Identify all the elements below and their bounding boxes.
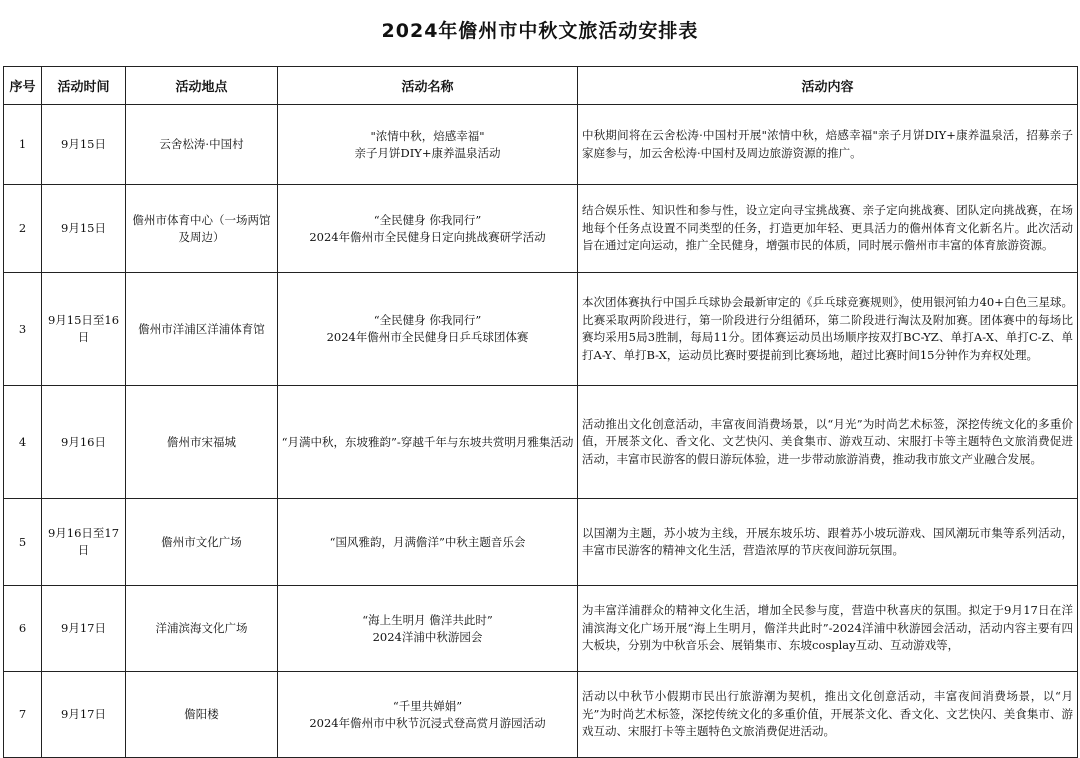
cell-content: 为丰富洋浦群众的精神文化生活，增加全民参与度，营造中秋喜庆的氛围。拟定于9月17日在洋浦滨海文化广场开展“海上生明月，儋洋共此时”-2024洋浦中秋游园会活动，活动内容主要有四大板块，分别为中秋音乐会、展销集市、东坡cosplay互动、互动游戏等， bbox=[578, 586, 1078, 672]
cell-place: 云舍松涛·中国村 bbox=[126, 105, 278, 185]
cell-time: 9月15日至16日 bbox=[42, 273, 126, 386]
document-title: 2024年儋州市中秋文旅活动安排表 bbox=[381, 20, 699, 42]
cell-time: 9月15日 bbox=[42, 185, 126, 273]
cell-time: 9月16日 bbox=[42, 386, 126, 499]
cell-activity-name bbox=[278, 273, 578, 386]
activity-name-line: “全民健身 你我同行” bbox=[373, 313, 482, 327]
table-row bbox=[4, 105, 1078, 185]
activity-name-line: “千里共婵娟” bbox=[392, 698, 463, 713]
activity-name-line: 2024洋浦中秋游园会 bbox=[372, 629, 483, 644]
cell-content: 中秋期间将在云舍松涛·中国村开展"浓情中秋，焙感幸福"亲子月饼DIY+康养温泉活，招募亲子家庭参与，加云舍松涛·中国村及周边旅游资源的推广。 bbox=[578, 105, 1078, 185]
cell-place: 洋浦滨海文化广场 bbox=[126, 586, 278, 672]
cell-time: 9月17日 bbox=[42, 586, 126, 672]
cell-place: 儋州市宋福城 bbox=[126, 386, 278, 499]
cell-content: 以国潮为主题，苏小坡为主线，开展东坡乐坊、跟着苏小坡玩游戏、国风潮玩市集等系列活动，丰富市民游客的精神文化生活，营造浓厚的节庆夜间游玩氛围。 bbox=[578, 499, 1078, 586]
cell-content: 本次团体赛执行中国乒乓球协会最新审定的《乒乓球竞赛规则》，使用银河铂力40+白色三星球。比赛采取两阶段进行，第一阶段进行分组循环，第二阶段进行淘汰及附加赛。团体赛中的每场比赛均采用5局3胜制，每局11分。团体赛运动员出场顺序按双打BC-YZ、单打A-X、单打C-Z、单打A-Y、单打B-X，运动员比赛时要提前到比赛场地，超过比赛时间15分钟作为弃权处理。 bbox=[578, 273, 1078, 386]
cell-index: 7 bbox=[4, 672, 42, 758]
cell-content: 活动以中秋节小假期市民出行旅游潮为契机，推出文化创意活动，丰富夜间消费场景，以“月光”为时尚艺术标签，深挖传统文化的多重价值，开展茶文化、香文化、文艺快闪、美食集市、游戏互动、宋服打卡等主题特色文旅消费促进活动。 bbox=[578, 672, 1078, 758]
activity-name-line: “月满中秋，东坡雅韵”-穿越千年与东坡共赏明月雅集活动 bbox=[281, 434, 574, 449]
header-name: 活动名称 bbox=[278, 67, 578, 105]
cell-activity-name bbox=[278, 105, 578, 185]
cell-time: 9月17日 bbox=[42, 672, 126, 758]
activity-name-line: “国风雅韵，月满儋洋”中秋主题音乐会 bbox=[329, 534, 526, 549]
table-row bbox=[4, 586, 1078, 672]
cell-activity-name bbox=[278, 185, 578, 273]
activity-name-line: “全民健身 你我同行” bbox=[373, 212, 482, 227]
table-row bbox=[4, 185, 1078, 273]
header-index: 序号 bbox=[4, 67, 42, 105]
header-time: 活动时间 bbox=[42, 67, 126, 105]
cell-place: 儋阳楼 bbox=[126, 672, 278, 758]
table-row bbox=[4, 499, 1078, 586]
table-row bbox=[4, 672, 1078, 758]
table-row bbox=[4, 386, 1078, 499]
cell-place: 儋州市文化广场 bbox=[126, 499, 278, 586]
activity-name-line: 亲子月饼DIY+康养温泉活动 bbox=[354, 145, 501, 160]
cell-index: 4 bbox=[4, 386, 42, 499]
cell-activity-name bbox=[278, 672, 578, 758]
cell-activity-name bbox=[278, 586, 578, 672]
cell-time: 9月16日至17日 bbox=[42, 499, 126, 586]
cell-index: 3 bbox=[4, 273, 42, 386]
table-row bbox=[4, 273, 1078, 386]
header-content: 活动内容 bbox=[578, 67, 1078, 105]
header-place: 活动地点 bbox=[126, 67, 278, 105]
cell-activity-name bbox=[278, 386, 578, 499]
cell-index: 6 bbox=[4, 586, 42, 672]
activity-name-line: 2024年儋州市中秋节沉浸式登高赏月游园活动 bbox=[309, 715, 546, 730]
table-header-row bbox=[4, 67, 1078, 105]
activity-name-line: 2024年儋州市全民健身日乒乓球团体赛 bbox=[326, 330, 529, 344]
activity-name-line: “海上生明月 儋洋共此时” bbox=[362, 612, 493, 627]
cell-index: 5 bbox=[4, 499, 42, 586]
cell-content: 活动推出文化创意活动，丰富夜间消费场景，以“月光”为时尚艺术标签，深挖传统文化的多重价值，开展茶文化、香文化、文艺快闪、美食集市、游戏互动、宋服打卡等主题特色文旅消费促进活动，丰富市民游客的假日游玩体验，进一步带动旅游消费，推动我市旅文产业融合发展。 bbox=[578, 386, 1078, 499]
cell-index: 1 bbox=[4, 105, 42, 185]
cell-place: 儋州市洋浦区洋浦体育馆 bbox=[126, 273, 278, 386]
activity-name-line: 2024年儋州市全民健身日定向挑战赛研学活动 bbox=[309, 229, 546, 244]
cell-time: 9月15日 bbox=[42, 105, 126, 185]
cell-activity-name bbox=[278, 499, 578, 586]
activity-name-line: "浓情中秋，焙感幸福" bbox=[370, 128, 485, 143]
activity-schedule-table bbox=[3, 66, 1078, 758]
cell-place: 儋州市体育中心（一场两馆及周边） bbox=[126, 185, 278, 273]
cell-index: 2 bbox=[4, 185, 42, 273]
cell-content: 结合娱乐性、知识性和参与性，设立定向寻宝挑战赛、亲子定向挑战赛、团队定向挑战赛，在场地每个任务点设置不同类型的任务，打造更加年轻、更具活力的儋州体育文化新名片。此次活动旨在通过定向运动，推广全民健身，增强市民的体质，同时展示儋州市丰富的体育旅游资源。 bbox=[578, 185, 1078, 273]
